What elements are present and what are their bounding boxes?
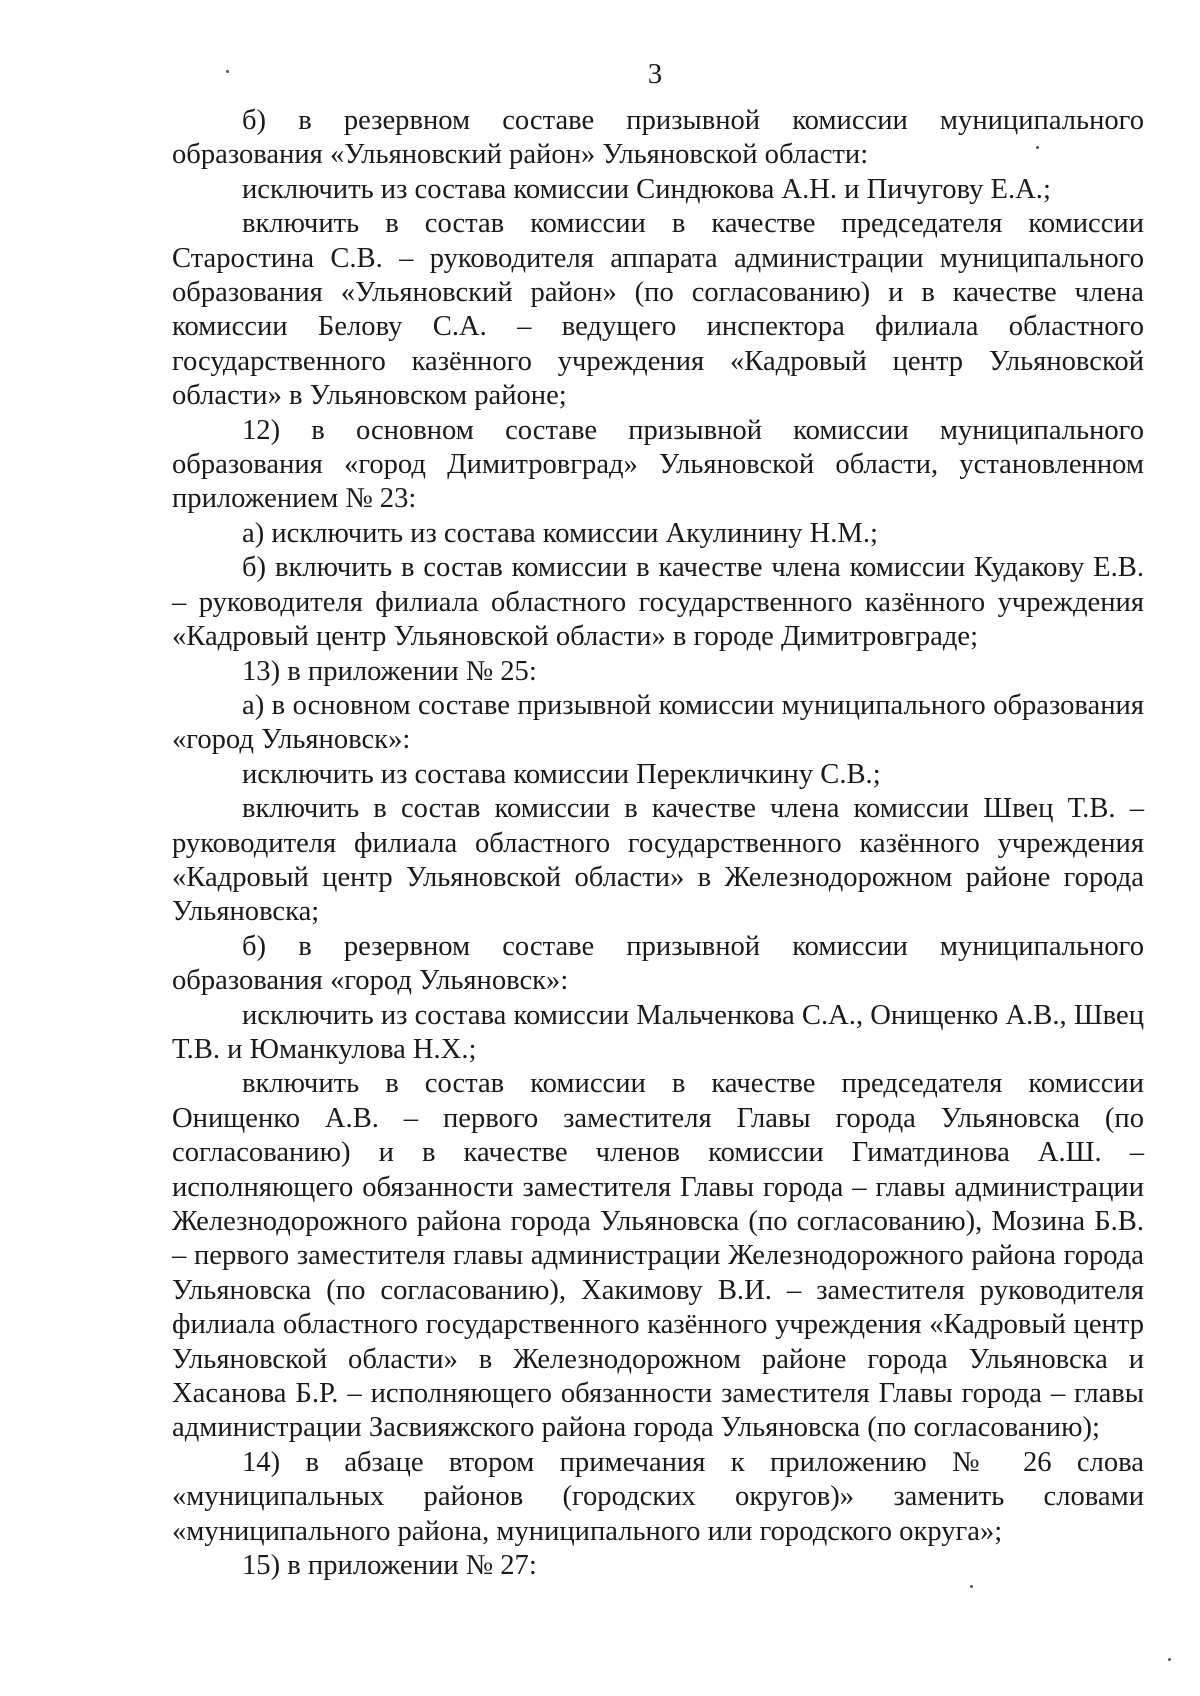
paragraph-exclude-sindyukov: исключить из состава комиссии Синдюкова А.Н. и Пичугову Е.А.; (242, 173, 1051, 205)
paragraph-include-kudakova: б) включить в состав комиссии в качестве члена комиссии Кудакову Е.В. – руководителя филиала областного государственного казённого учреждения «Кадровый центр Ульяновской области» в городе Димитровграде; (172, 552, 1144, 653)
paragraph-exclude-malchenkov: исключить из состава комиссии Мальченкова С.А., Онищенко А.В., Швец Т.В. и Юманкулова Н.Х.; (172, 999, 1144, 1065)
scan-speck (1036, 146, 1039, 149)
paragraph-include-onishchenko: включить в состав комиссии в качестве председателя комиссии Онищенко А.В. – первого заместителя Главы города Ульяновска (по согласованию) и в качестве членов комиссии Гиматдинова А.Ш. – исполняющего обязанности заместителя Главы города – главы администрации Железнодорожного района города Ульяновска (по согласованию), Мозина Б.В. – первого заместителя главы администрации Железнодорожного района города Ульяновска (по согласованию), Хакимову В.И. – заместителя руководителя филиала областного государственного казённого учреждения «Кадровый центр Ульяновской области» в Железнодорожном районе города Ульяновска и Хасанова Б.Р. – исполняющего обязанности заместителя Главы города – главы администрации Засвияжского района города Ульяновска (по согласованию); (172, 1068, 1144, 1444)
document-body (172, 104, 1144, 1583)
paragraph-exclude-akulinina: а) исключить из состава комиссии Акулинину Н.М.; (242, 517, 878, 549)
paragraph-main-ulyanovsk: а) в основном составе призывной комиссии муниципального образования «город Ульяновск»: (172, 689, 1144, 756)
paragraph-include-shvets: включить в состав комиссии в качестве члена комиссии Швец Т.В. – руководителя филиала областного государственного казённого учреждения «Кадровый центр Ульяновской области» в Железнодорожном районе города Ульяновска; (172, 793, 1144, 928)
paragraph-item-14: 14) в абзаце втором примечания к приложению № 26 слова «муниципальных районов (городских округов)» заменить словами «муниципального района, муниципального или городского округа»; (172, 1446, 1144, 1547)
paragraph-item-12: 12) в основном составе призывной комиссии муниципального образования «город Димитровград» Ульяновской области, установленном приложением № 23: (172, 414, 1144, 515)
paragraph-reserve-ulyanovsky-district: б) в резервном составе призывной комиссии муниципального образования «Ульяновский район» Ульяновской области: (172, 105, 1144, 171)
paragraph-exclude-pereklichkina: исключить из состава комиссии Перекличкину С.В.; (242, 758, 881, 790)
scan-speck (226, 70, 229, 73)
paragraph-include-starostin: включить в состав комиссии в качестве председателя комиссии Старостина С.В. – руководителя аппарата администрации муниципального образования «Ульяновский район» (по согласованию) и в качестве члена комиссии Белову С.А. – ведущего инспектора филиала областного государственного казённого учреждения «Кадровый центр Ульяновской области» в Ульяновском районе; (172, 208, 1144, 412)
scan-speck (970, 1585, 973, 1588)
paragraph-reserve-ulyanovsk: б) в резервном составе призывной комиссии муниципального образования «город Ульяновск»: (172, 930, 1144, 997)
page-number: 3 (647, 58, 663, 90)
paragraph-item-15: 15) в приложении № 27: (242, 1550, 537, 1582)
scan-speck (1168, 1658, 1171, 1661)
paragraph-item-13: 13) в приложении № 25: (242, 655, 537, 687)
